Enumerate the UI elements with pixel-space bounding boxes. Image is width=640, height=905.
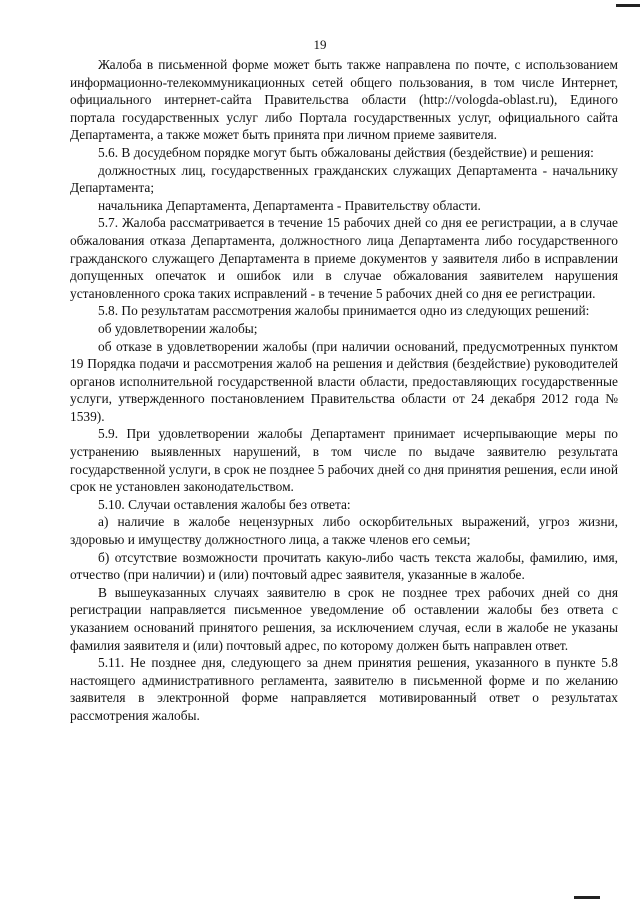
page-number: 19 [313, 37, 327, 52]
paragraph-5-7: 5.7. Жалоба рассматривается в течение 15 рабочих дней со дня ее регистрации, а в случае обжалования отказа Департамента, должностного лица Департамента либо государственного гражданского служащего Департамента в приеме документов у заявителя либо в исправлении допущенных опечаток и ошибок или в случае обжалования заявителем нарушения установленного срока таких исправлений - в течение 5 рабочих дней со дня ее регистрации. [70, 215, 618, 301]
paragraph-notification: В вышеуказанных случаях заявителю в срок не позднее трех рабочих дней со дня регистрации направляется письменное уведомление об оставлении жалобы без ответа с указанием оснований принятого решения, за исключением случая, если в жалобе не указаны фамилия заявителя и (или) почтовый адрес, по которому должен быть направлен ответ. [70, 584, 618, 653]
paragraph-5-8: 5.8. По результатам рассмотрения жалобы принимается одно из следующих решений: [98, 303, 590, 319]
document-body [70, 56, 618, 725]
paragraph-5-11: 5.11. Не позднее дня, следующего за днем принятия решения, указанного в пункте 5.8 настоящего административного регламента, заявителю в письменной форме и по желанию заявителя в электронной форме направляется мотивированный ответ о результатах рассмотрения жалобы. [70, 655, 618, 723]
paragraph-5-10-b: б) отсутствие возможности прочитать какую-либо часть текста жалобы, фамилию, имя, отчество (при наличии) и (или) почтовый адрес заявителя, указанные в жалобе. [70, 549, 618, 583]
paragraph-5-10-a: а) наличие в жалобе нецензурных либо оскорбительных выражений, угроз жизни, здоровью и имуществу должностного лица, а также членов его семьи; [70, 514, 618, 548]
paragraph-5-10: 5.10. Случаи оставления жалобы без ответа: [98, 496, 351, 512]
paragraph-complaint-written-form: Жалоба в письменной форме может быть также направлена по почте, с использованием информационно-телекоммуникационных сетей общего пользования, в том числе Интернет, официального интернет-сайта Правительства области (http://vologda-oblast.ru), Единого портала государственных услуг либо Портала государственных услуг, официального сайта Департамента, а также может быть принята при личном приеме заявителя. [70, 57, 618, 143]
paragraph-head-of-department: начальника Департамента, Департамента - Правительству области. [98, 197, 481, 213]
paragraph-5-6: 5.6. В досудебном порядке могут быть обжалованы действия (бездействие) и решения: [98, 144, 594, 160]
paragraph-5-9: 5.9. При удовлетворении жалобы Департамент принимает исчерпывающие меры по устранению выявленных нарушений, в том числе по выдаче заявителю результата государственной услуги, в срок не позднее 5 рабочих дней со дня принятия решения, если иной срок не установлен законодательством. [70, 426, 618, 495]
paragraph-satisfy-complaint: об удовлетворении жалобы; [98, 320, 258, 336]
scan-mark-bottom [574, 896, 600, 899]
paragraph-refuse-complaint: об отказе в удовлетворении жалобы (при наличии оснований, предусмотренных пунктом 19 Порядка подачи и рассмотрения жалоб на решения и действия (бездействие) руководителей органов исполнительной государственной власти области, предоставляющих государственные услуги, утвержденного постановлением Правительства области от 24 декабря 2012 года № 1539). [70, 338, 618, 424]
scan-mark-top [616, 4, 640, 7]
paragraph-officials: должностных лиц, государственных гражданских служащих Департамента - начальнику Департамента; [70, 162, 618, 196]
